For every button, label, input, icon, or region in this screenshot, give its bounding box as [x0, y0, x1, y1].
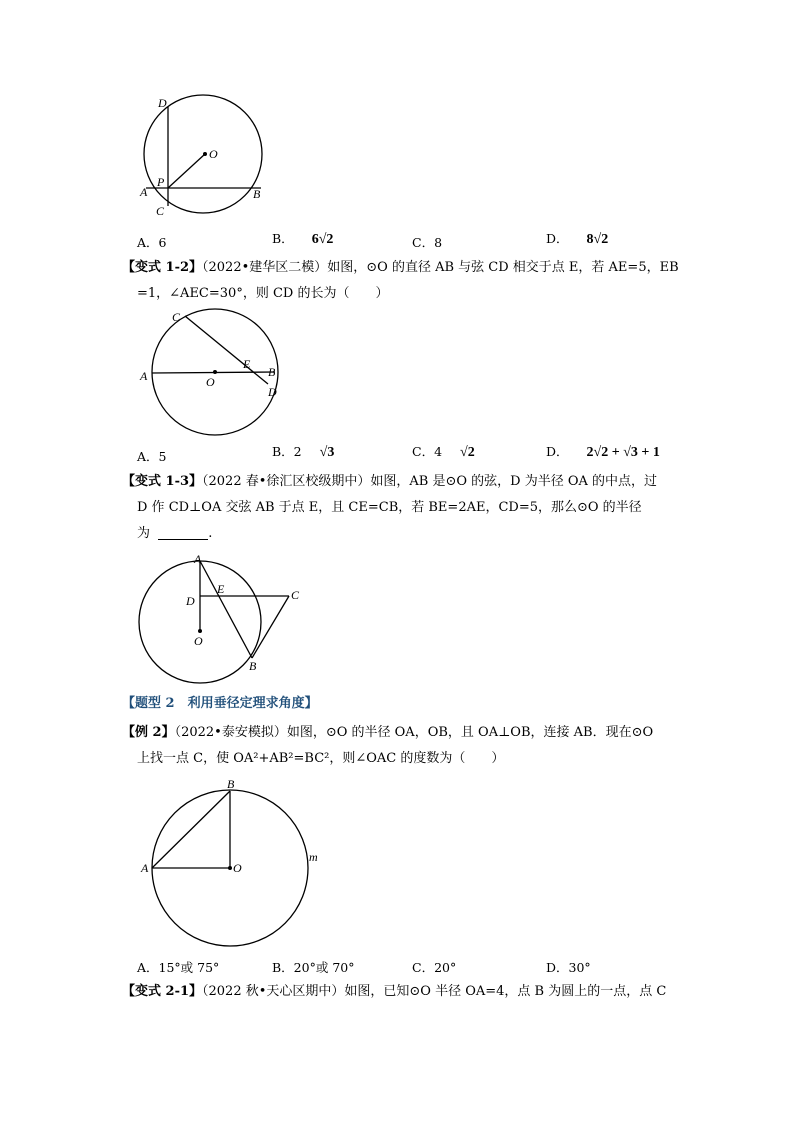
- variant-1-3-line1: （2022 春•徐汇区校级期中）如图，AB 是⊙O 的弦，D 为半径 OA 的中点，过: [202, 474, 658, 489]
- label-m: m: [309, 850, 318, 864]
- label-b-3: B: [249, 659, 257, 673]
- variant-1-3-line2: D 作 CD⊥OA 交弦 AB 于点 E，且 CE=CB，若 BE=2AE，CD=5，那么⊙O 的半径: [137, 500, 642, 515]
- ex2-option-b: B．20°或 70°: [272, 960, 355, 975]
- variant-2-1-text: [122, 979, 667, 1005]
- label-d-2: D: [268, 385, 277, 399]
- label-a: A: [140, 185, 148, 199]
- chord-ab-3: [200, 561, 252, 658]
- q1-option-a: A．6: [137, 235, 167, 250]
- v12-option-c: [412, 442, 475, 461]
- q1-option-c: C．8: [412, 235, 443, 250]
- label-a-2: A: [140, 369, 148, 383]
- figure-1-2-svg: [135, 308, 295, 408]
- ex2-option-d: D．30°: [546, 960, 591, 975]
- label-b-4: B: [227, 777, 235, 791]
- figure-2-svg: [135, 775, 335, 955]
- label-e-2: E: [243, 357, 251, 371]
- label-o-4: O: [233, 861, 242, 875]
- label-e-3: E: [217, 582, 225, 596]
- variant-1-3-line3-suffix: .: [208, 526, 213, 541]
- segment-cb: [252, 596, 289, 658]
- center-point-4: [228, 866, 232, 870]
- label-o: O: [209, 147, 218, 161]
- q1-option-d-math: 8√2: [586, 232, 609, 247]
- label-p: P: [157, 175, 165, 189]
- variant-1-3-line3-prefix: 为: [137, 526, 151, 541]
- label-a-4: A: [141, 861, 149, 875]
- label-c-3: C: [291, 588, 300, 602]
- v12-option-d-label: D．: [546, 444, 569, 459]
- label-b: B: [253, 187, 261, 201]
- center-point: [203, 152, 207, 156]
- segment-po: [168, 154, 205, 188]
- example-2-line1: （2022•泰安模拟）如图，⊙O 的半径 OA，OB，且 OA⊥OB，连接 AB．现在⊙O: [174, 725, 654, 740]
- figure-1-2-circle: [135, 308, 295, 412]
- v12-option-b-label: B．2: [272, 444, 302, 459]
- figure-2-circle: [135, 775, 335, 959]
- label-c: C: [156, 204, 165, 218]
- answer-blank[interactable]: [158, 527, 208, 540]
- variant-2-1-tag: 【变式 2-1】: [122, 984, 203, 999]
- ex2-option-c: C．20°: [412, 960, 457, 975]
- label-o-2: O: [206, 375, 215, 389]
- variant-1-3-text: [122, 469, 658, 547]
- chord-ab-4: [152, 791, 230, 868]
- variant-1-2-tag: 【变式 1-2】: [122, 260, 203, 275]
- v12-option-c-math: √2: [460, 445, 475, 460]
- q1-option-b-label: B．: [272, 231, 294, 246]
- v12-option-b-math: √3: [319, 445, 335, 460]
- q1-option-d-label: D．: [546, 231, 569, 246]
- label-c-2: C: [172, 310, 181, 324]
- label-o-3: O: [194, 634, 203, 648]
- label-b-2: B: [268, 365, 276, 379]
- label-a-3: A: [194, 552, 202, 566]
- center-point-3: [198, 629, 202, 633]
- label-d-3: D: [186, 594, 195, 608]
- v12-option-d: [546, 442, 660, 461]
- example-2-line2: 上找一点 C，使 OA²+AB²=BC²，则∠OAC 的度数为（ ）: [137, 751, 505, 766]
- variant-1-2-line2: =1，∠AEC=30°，则 CD 的长为（ ）: [137, 286, 389, 301]
- variant-1-3-tag: 【变式 1-3】: [122, 474, 203, 489]
- v12-option-d-math: 2√2 + √3 + 1: [586, 445, 660, 460]
- variant-2-1-line1: （2022 秋•天心区期中）如图，已知⊙O 半径 OA=4，点 B 为圆上的一点，点 C: [202, 984, 667, 999]
- v12-option-a: A．5: [137, 449, 167, 464]
- section-heading: 【题型 2 利用垂径定理求角度】: [122, 696, 318, 711]
- variant-1-2-line1: （2022•建华区二模）如图，⊙O 的直径 AB 与弦 CD 相交于点 E，若 AE=5，EB: [202, 260, 679, 275]
- q1-option-b-math: 6√2: [311, 232, 334, 247]
- figure-1-svg: [130, 90, 280, 225]
- chord-cd: [185, 316, 268, 384]
- figure-1-3-svg: [130, 552, 310, 677]
- example-2-text: [122, 720, 654, 772]
- q1-option-d: [546, 229, 608, 248]
- q1-option-b: [272, 229, 333, 248]
- v12-option-c-label: C．4: [412, 444, 443, 459]
- example-2-tag: 【例 2】: [122, 725, 175, 740]
- v12-option-b: [272, 442, 334, 461]
- variant-1-2-text: [122, 255, 679, 307]
- label-d: D: [158, 96, 167, 110]
- figure-1-circle: [130, 90, 280, 229]
- center-point-2: [213, 370, 217, 374]
- figure-1-3-circle: [130, 552, 310, 681]
- ex2-option-a: A．15°或 75°: [137, 960, 220, 975]
